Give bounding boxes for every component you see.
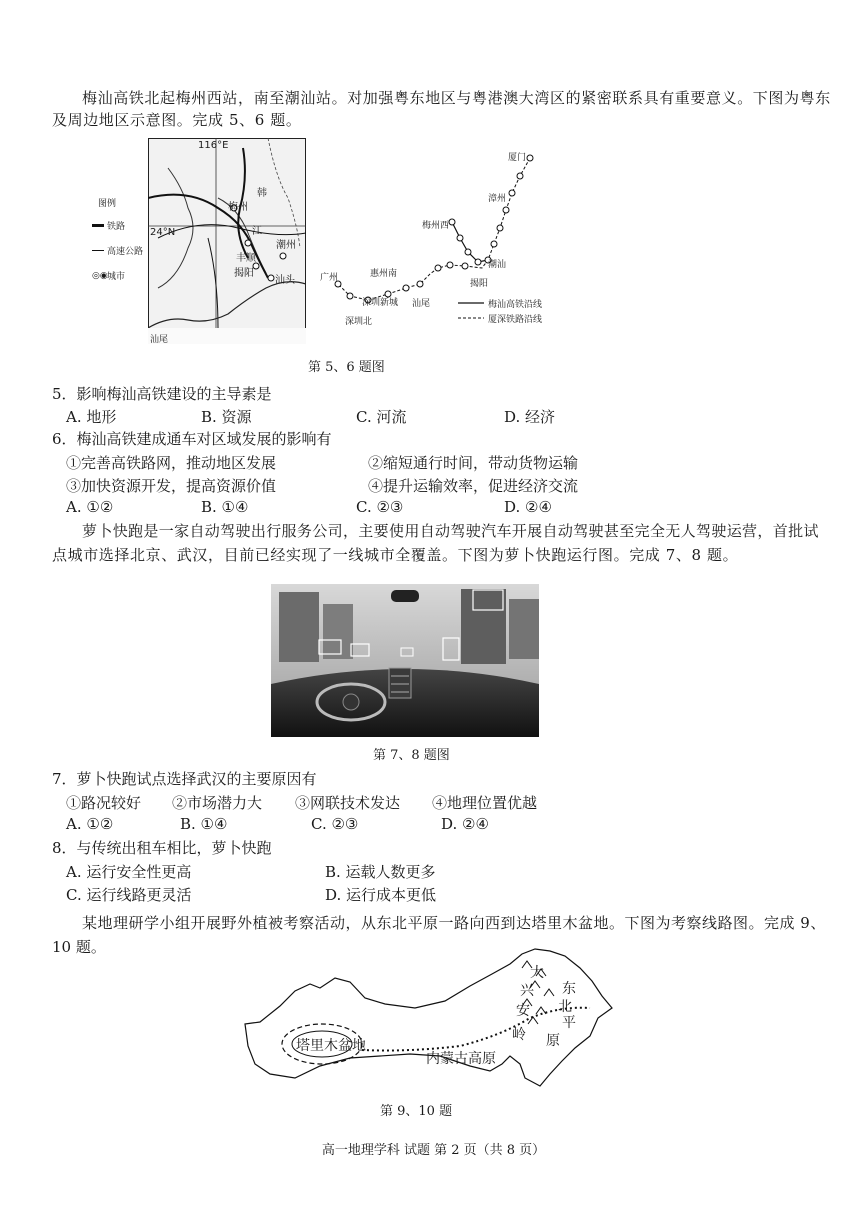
- longitude-label: 116°E: [198, 140, 229, 151]
- q7-option-d: D. ②④: [441, 815, 489, 833]
- legend-meishan-line: 梅汕高铁沿线: [488, 300, 543, 310]
- q6-option-a: A. ①②: [66, 498, 114, 516]
- q6-item-4: ④提升运输效率，促进经济交流: [368, 477, 579, 495]
- q5-option-b: B. 资源: [201, 408, 252, 426]
- q8-option-c: C. 运行线路更灵活: [66, 886, 192, 904]
- q6-item-2: ②缩短通行时间，带动货物运输: [368, 454, 579, 472]
- rail-symbol: [92, 224, 104, 227]
- map-label-chaozhou: 潮州: [276, 240, 296, 251]
- station-jieyang: 揭阳: [470, 279, 489, 289]
- station-shenzhenxincheng: 深圳新城: [362, 298, 399, 308]
- map-label-jieyang: 揭阳: [234, 268, 254, 279]
- legend-xiashen-line: 厦深铁路沿线: [488, 315, 543, 325]
- q6-item-3: ③加快资源开发，提高资源价值: [66, 477, 277, 495]
- station-xiamen: 厦门: [508, 153, 527, 163]
- city-symbol: ◎◉: [92, 270, 108, 281]
- label-mountain-char-2: 兴: [520, 983, 534, 999]
- latitude-label: 24°N: [150, 227, 176, 238]
- map-legend: [92, 196, 148, 282]
- map-label-shantou: 汕头: [275, 275, 295, 286]
- q7-item-2: ②市场潜力大: [172, 794, 263, 812]
- label-tarim-basin: 塔里木盆地: [296, 1038, 366, 1054]
- label-plain-char-4: 原: [546, 1033, 560, 1049]
- label-plain-char-1: 东: [562, 981, 576, 997]
- page-footer: 高一地理学科 试题 第 2 页（共 8 页）: [321, 1143, 546, 1158]
- map-label-jiang: 江: [252, 226, 262, 237]
- question-5-stem: 5．影响梅汕高铁建设的主导素是: [52, 385, 272, 403]
- q7-item-1: ①路况较好: [66, 794, 142, 812]
- legend-rail-label: 铁路: [107, 222, 126, 232]
- legend-title: 图例: [98, 199, 117, 209]
- map-label-han: 韩: [257, 188, 267, 199]
- q7-option-c: C. ②③: [311, 815, 359, 833]
- q7-option-b: B. ①④: [180, 815, 228, 833]
- legend-highway-label: 高速公路: [107, 247, 144, 257]
- figure-caption-7-8: 第 7、8 题图: [373, 748, 450, 763]
- figure-caption-9-10: 第 9、10 题: [380, 1104, 453, 1119]
- intro-text-q7-8-line2: 点城市选择北京、武汉，目前已经实现了一线城市全覆盖。下图为萝卜快跑运行图。完成 7、8 题。: [52, 546, 739, 564]
- q5-option-c: C. 河流: [356, 408, 407, 426]
- label-mountain-char-4: 岭: [512, 1027, 526, 1043]
- station-shanwei: 汕尾: [412, 299, 431, 309]
- station-guangzhou: 广州: [320, 273, 339, 283]
- q6-item-1: ①完善高铁路网，推动地区发展: [66, 454, 277, 472]
- figure-caption-5-6: 第 5、6 题图: [308, 360, 385, 375]
- station-shenzhenbei: 深圳北: [345, 317, 373, 327]
- map-label-meizhou: 梅州: [228, 202, 248, 213]
- q7-option-a: A. ①②: [66, 815, 114, 833]
- q7-item-3: ③网联技术发达: [295, 794, 401, 812]
- legend-city-label: 城市: [107, 272, 126, 282]
- q6-option-b: B. ①④: [201, 498, 249, 516]
- intro-text-q7-8-line1: 萝卜快跑是一家自动驾驶出行服务公司，主要使用自动驾驶汽车开展自动驾驶甚至完全无人驾驶运营，首批试: [82, 522, 819, 540]
- intro-text-q5-6-line1: 梅汕高铁北起梅州西站，南至潮汕站。对加强粤东地区与粤港澳大湾区的紧密联系具有重要意义。下图为粤东: [82, 89, 831, 107]
- q7-item-4: ④地理位置优越: [432, 794, 538, 812]
- q6-option-c: C. ②③: [356, 498, 404, 516]
- station-zhangzhou: 漳州: [488, 194, 507, 204]
- intro-text-q5-6-line2: 及周边地区示意图。完成 5、6 题。: [52, 111, 302, 129]
- map-label-fengshun: 丰顺: [236, 253, 256, 264]
- question-7-stem: 7．萝卜快跑试点选择武汉的主要原因有: [52, 770, 317, 788]
- q6-option-d: D. ②④: [504, 498, 552, 516]
- question-6-stem: 6．梅汕高铁建成通车对区域发展的影响有: [52, 430, 332, 448]
- intro-text-q9-10-line1: 某地理研学小组开展野外植被考察活动，从东北平原一路向西到达塔里木盆地。下图为考察线路图。完成 9、: [82, 914, 826, 932]
- robotaxi-interior-photo: [271, 584, 539, 737]
- label-plain-char-3: 平: [562, 1015, 576, 1031]
- q5-option-a: A. 地形: [66, 408, 117, 426]
- station-meizhouxi: 梅州西: [422, 221, 450, 231]
- question-8-stem: 8．与传统出租车相比，萝卜快跑: [52, 839, 272, 857]
- label-mountain-char-1: 大: [530, 965, 544, 981]
- label-mountain-char-3: 安: [516, 1003, 530, 1019]
- q8-option-a: A. 运行安全性更高: [66, 863, 192, 881]
- station-huizhounan: 惠州南: [370, 269, 398, 279]
- station-chaoshan: 潮汕: [488, 260, 507, 270]
- q8-option-d: D. 运行成本更低: [325, 886, 437, 904]
- label-plain-char-2: 北: [558, 999, 572, 1015]
- intro-text-q9-10-line2: 10 题。: [52, 938, 106, 956]
- label-inner-mongolia-plateau: 内蒙古高原: [426, 1051, 496, 1067]
- q8-option-b: B. 运载人数更多: [325, 863, 436, 881]
- map-label-shanwei: 汕尾: [150, 335, 169, 345]
- highway-symbol: [92, 250, 104, 251]
- q5-option-d: D. 经济: [504, 408, 556, 426]
